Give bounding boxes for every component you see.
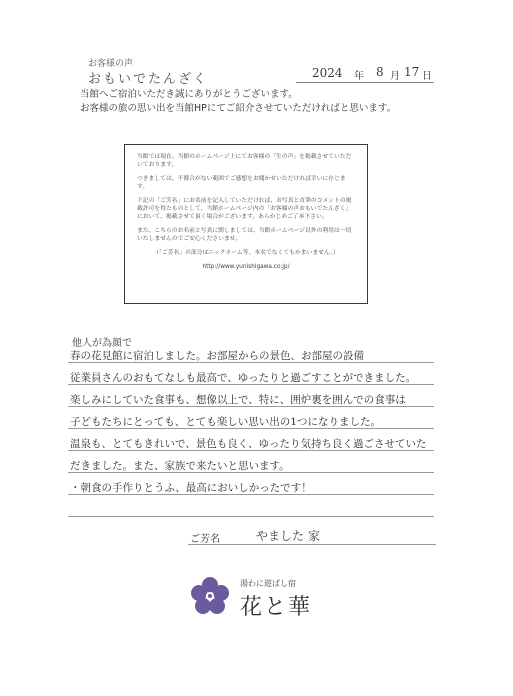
inn-logo [190, 576, 350, 626]
comment-line: ・朝食の手作りとうふ、最高においしかったです！ [70, 482, 312, 494]
notice-paragraph: 当館では現在、当館のホームページ上にてお客様の「生の声」を掲載させていただいております。 [137, 154, 352, 168]
notice-paragraph: （「ご芳名」の部分はニックネーム等、本名でなくてもかまいません。） [153, 250, 339, 256]
signature-rule [188, 544, 436, 545]
signature-name: やました 家 [256, 529, 320, 543]
intro-line: お客様の旅の思い出を当館HPにてご紹介させていただければと思います。 [80, 103, 397, 114]
comment-line: 春の花見館に宿泊しました。お部屋からの景色、お部屋の設備 [70, 350, 364, 362]
notice-url: http://www.yunishigawa.co.jp/ [202, 264, 290, 270]
notice-paragraph: つきましては、不都合がない範囲でご感想をお聞かせいただければ幸いに存じます。 [137, 176, 346, 190]
date-day-unit: 日 [422, 71, 432, 82]
form-title: おもいでたんざく [88, 72, 209, 87]
form-subtitle: お客様の声 [88, 59, 134, 69]
notice-paragraph: また、こちらのお名前と写真に関しましては、当館ホームページ以外の利用は一切いたしませんのでご安心くださいませ。 [137, 228, 352, 242]
intro-text [80, 88, 480, 116]
date-year-unit: 年 [354, 71, 364, 82]
comment-line: 子どもたちにとっても、とても楽しい思い出の1つになりました。 [70, 416, 381, 428]
logo-tagline: 湯わに遊ばし宿 [240, 579, 296, 588]
date-day: 17 [404, 65, 420, 79]
signature-label: ご芳名 [190, 534, 220, 545]
notice-box [124, 144, 368, 304]
comment-line: だきました。また、家族で来たいと思います。 [70, 460, 290, 472]
comment-note: 他人が為顔で [72, 338, 132, 349]
comment-rule [68, 516, 434, 517]
intro-line: 当館へご宿泊いただき誠にありがとうございます。 [80, 89, 298, 100]
notice-paragraph: 下記の「ご芳名」にお名前を記入していただければ、お写真と直筆のコメントの掲載許可を得たものとして、当館ホームページ内の「お客様の声おもいでたんざく」において、掲載させて頂く場合がございます。あらかじめご了承下さい。 [137, 198, 352, 220]
comment-line: 従業員さんのおもてなしも最高で、ゆったりと過ごすことができました。 [70, 372, 417, 384]
date-field [296, 66, 434, 83]
date-month-unit: 月 [390, 71, 400, 82]
comment-line: 温泉も、とてもきれいで、景色も良く、ゆったり気持ち良く過ごさせていた [70, 438, 427, 450]
date-year: 2024 [312, 66, 343, 80]
flower-logo-icon [190, 576, 230, 616]
logo-name: 花と華 [240, 595, 313, 620]
comment-line: 楽しみにしていた食事も、想像以上で、特に、囲炉裏を囲んでの食事は [70, 394, 406, 406]
date-month: 8 [376, 65, 384, 79]
